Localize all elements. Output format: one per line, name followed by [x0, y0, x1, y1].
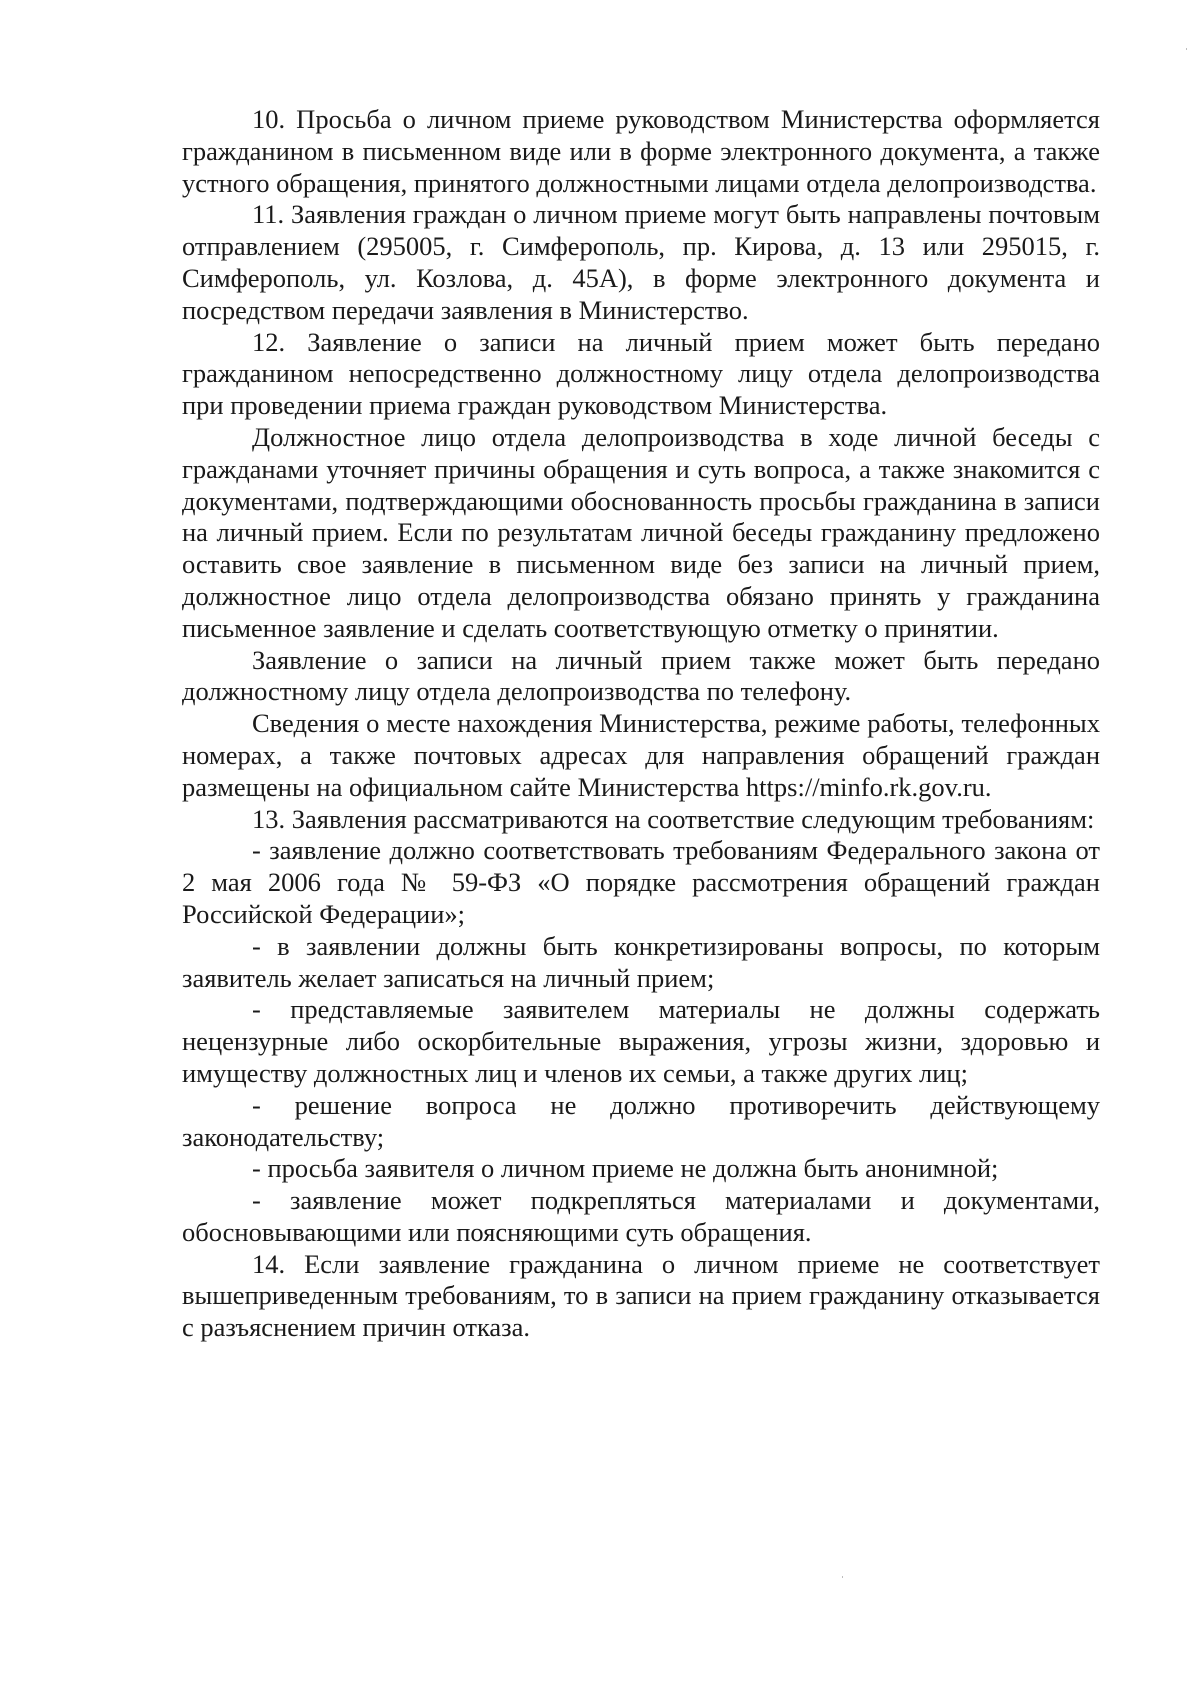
requirement-item: - заявление может подкрепляться материалами и документами, обосновывающими или поясняющими суть обращения.	[182, 1185, 1100, 1247]
scan-speck	[1186, 48, 1187, 50]
document-body	[182, 104, 1100, 1344]
requirement-item: - решение вопроса не должно противоречить действующему законодательству;	[182, 1089, 1100, 1152]
requirement-item: - просьба заявителя о личном приеме не должна быть анонимной;	[252, 1153, 999, 1184]
paragraph-ministry-info: Сведения о месте нахождения Министерства, режиме работы, телефонных номерах, а также почтовых адресах для направления обращений граждан размещены на официальном сайте Министерства https://minfo.rk.gov.ru.	[182, 708, 1100, 802]
requirement-item: - представляемые заявителем материалы не должны содержать нецензурные либо оскорбительные выражения, угрозы жизни, здоровью и имуществу должностных лиц и членов их семьи, а также других лиц;	[182, 994, 1100, 1088]
scan-speck	[842, 1576, 843, 1578]
requirement-item: - в заявлении должны быть конкретизированы вопросы, по которым заявитель желает записаться на личный прием;	[182, 930, 1100, 993]
paragraph-phone-application: Заявление о записи на личный прием также может быть передано должностному лицу отдела делопроизводства по телефону.	[182, 644, 1100, 707]
paragraph-official-conversation: Должностное лицо отдела делопроизводства в ходе личной беседы с гражданами уточняет причины обращения и суть вопроса, а также знакомится с документами, подтверждающими обоснованность просьбы гражданина в записи на личный прием. Если по результатам личной беседы гражданину предложено оставить свое заявление в письменном виде без записи на личный прием, должностное лицо отдела делопроизводства обязано принять у гражданина письменное заявление и сделать соответствующую отметку о принятии.	[182, 421, 1100, 643]
paragraph-11: 11. Заявления граждан о личном приеме могут быть направлены почтовым отправлением (295005, г. Симферополь, пр. Кирова, д. 13 или 295015, г. Симферополь, ул. Козлова, д. 45А), в форме электронного документа и посредством передачи заявления в Министерство.	[182, 199, 1100, 325]
requirement-item: - заявление должно соответствовать требованиям Федерального закона от 2 мая 2006 года № 59-ФЗ «О порядке рассмотрения обращений граждан Российской Федерации»;	[182, 835, 1100, 929]
paragraph-13: 13. Заявления рассматриваются на соответствие следующим требованиям:	[252, 803, 1095, 834]
paragraph-12: 12. Заявление о записи на личный прием может быть передано гражданином непосредственно должностному лицу отдела делопроизводства при проведении приема граждан руководством Министерства.	[182, 326, 1100, 421]
paragraph-10: 10. Просьба о личном приеме руководством Министерства оформляется гражданином в письменном виде или в форме электронного документа, а также устного обращения, принятого должностными лицами отдела делопроизводства.	[182, 104, 1100, 198]
paragraph-14: 14. Если заявление гражданина о личном приеме не соответствует вышеприведенным требованиям, то в записи на прием гражданину отказывается с разъяснением причин отказа.	[182, 1248, 1100, 1343]
